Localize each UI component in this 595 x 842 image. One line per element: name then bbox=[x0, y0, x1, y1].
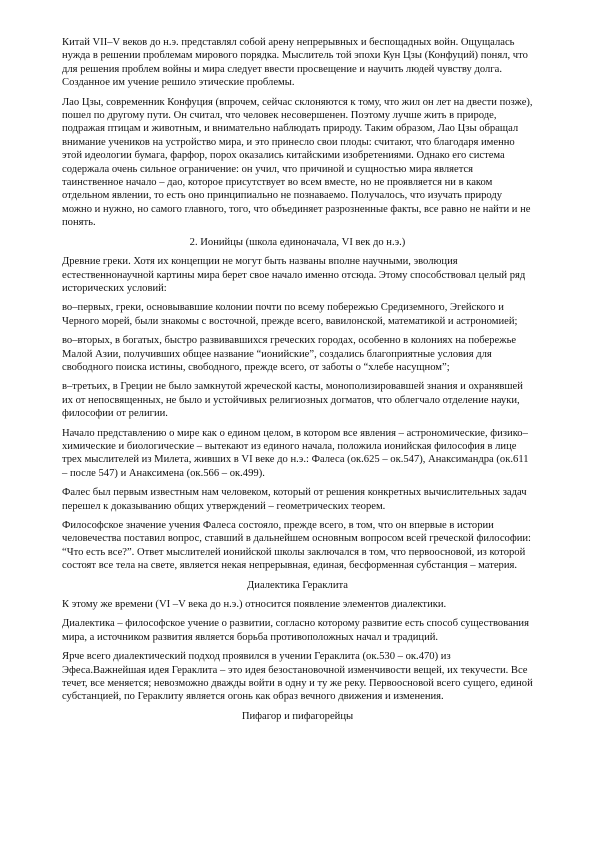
paragraph: Древние греки. Хотя их концепции не могут быть названы вполне научными, эволюция естественнонаучной картины мира берет свое начало именно отсюда. Этому способствовал целый ряд исторических условий: bbox=[62, 256, 526, 294]
paragraph: Лао Цзы, современник Конфуция (впрочем, сейчас склоняются к тому, что жил он лет на двести позже), пошел по другому пути. Он считал, что человек несовершенен. Поэтому лучше жить в природе, подражая птицам и животным, и внимательно наблюдать природу. Таким образом, Лао Цзы обращал внимание учеников на устройство мира, и это принесло свои плоды: считают, что благодаря именно этой идеологии бумага, фарфор, порох оказались китайскими изобретениями. Однако его система содержала очень сильное ограничение: он учил, что причиной и сущностью мира является таинственное начало – дао, которое присутствует во всем вместе, но не проявляется ни в каком отдельном явлении, то есть оно принципиально не познаваемо. Получалось, что изучать природу можно и нужно, но самого главного, того, что объединяет разрозненные факты, все равно не найти и не понять. bbox=[62, 96, 533, 229]
paragraph: Ярче всего диалектический подход проявился в учении Гераклита (ок.530 – ок.470) из Эфеса.Важнейшая идея Гераклита – это идея безостановочной изменчивости вещей, их текучести. Все течет, все меняется; невозможно дважды войти в одну и ту же реку. Первоосновой всего сущего, единой субстанцией, по Гераклиту является огонь как образ вечного движения и изменения. bbox=[62, 651, 533, 703]
paragraph: в–третьих, в Греции не было замкнутой жреческой касты, монополизировавшей знания и охранявшей их от непосвященных, не было и устойчивых религиозных догматов, что облегчало отделение науки, философии от религии. bbox=[62, 381, 523, 420]
paragraph: Начало представлению о мире как о едином целом, в котором все явления – астрономические, физико–химические и биологические – вытекают из единого начала, положила ионийская философия в лице трех мыслителей из Милета, живших в VI веке до н.э.: Фалеса (ок.625 – ок.547), Анаксимандра (ок.611 – после 547) и Анаксимена (ок.566 – ок.499). bbox=[62, 427, 529, 479]
section-heading: Пифагор и пифагорейцы bbox=[241, 710, 354, 722]
paragraph: Философское значение учения Фалеса состояло, прежде всего, в том, что он впервые в истории человечества поставил вопрос, ставший в дальнейшем основным вопросом всей греческой философии: “Что есть все?”. Ответ мыслителей ионийской школы заключался в том, что первоосновой, из которой состоят все тела на свете, является некая непрерывная, единая, бесформенная субстанция – материя. bbox=[62, 520, 531, 572]
paragraph: Китай VII–V веков до н.э. представлял собой арену непрерывных и беспощадных войн. Ощущалась нужда в решении проблемам мирового порядка. Мыслитель той эпохи Кун Цзы (Конфуций) понял, что для решения проблем войны и мира следует ввести просвещение и научить людей чувству долга. Созданное им учение решило этические проблемы. bbox=[62, 37, 528, 89]
paragraph: во–вторых, в богатых, быстро развивавшихся греческих городах, особенно в колониях на побережье Малой Азии, получивших общее название “ионийские”, создались благоприятные условия для свободного поиска истины, свободного, прежде всего, от заботы о “хлебе насущном”; bbox=[62, 335, 517, 373]
paragraph: во–первых, греки, основывавшие колонии почти по всему побережью Средиземного, Эгейского и Черного морей, были знакомы с восточной, прежде всего, вавилонской, математикой и астрономией; bbox=[62, 302, 518, 327]
paragraph: Фалес был первым известным нам человеком, который от решения конкретных вычислительных задач перешел к доказыванию общих утверждений – геометрических теорем. bbox=[62, 487, 527, 512]
paragraph: Диалектика – философское учение о развитии, согласно которому развитие есть способ существования мира, а источником развития является борьба противоположных начал и традиций. bbox=[62, 618, 529, 643]
section-heading: 2. Ионийцы (школа единоначала, VI век до н.э.) bbox=[189, 236, 406, 248]
section-heading: Диалектика Гераклита bbox=[247, 579, 348, 591]
paragraph: К этому же времени (VI –V века до н.э.) относится появление элементов диалектики. bbox=[62, 599, 447, 611]
document-body bbox=[62, 36, 533, 723]
